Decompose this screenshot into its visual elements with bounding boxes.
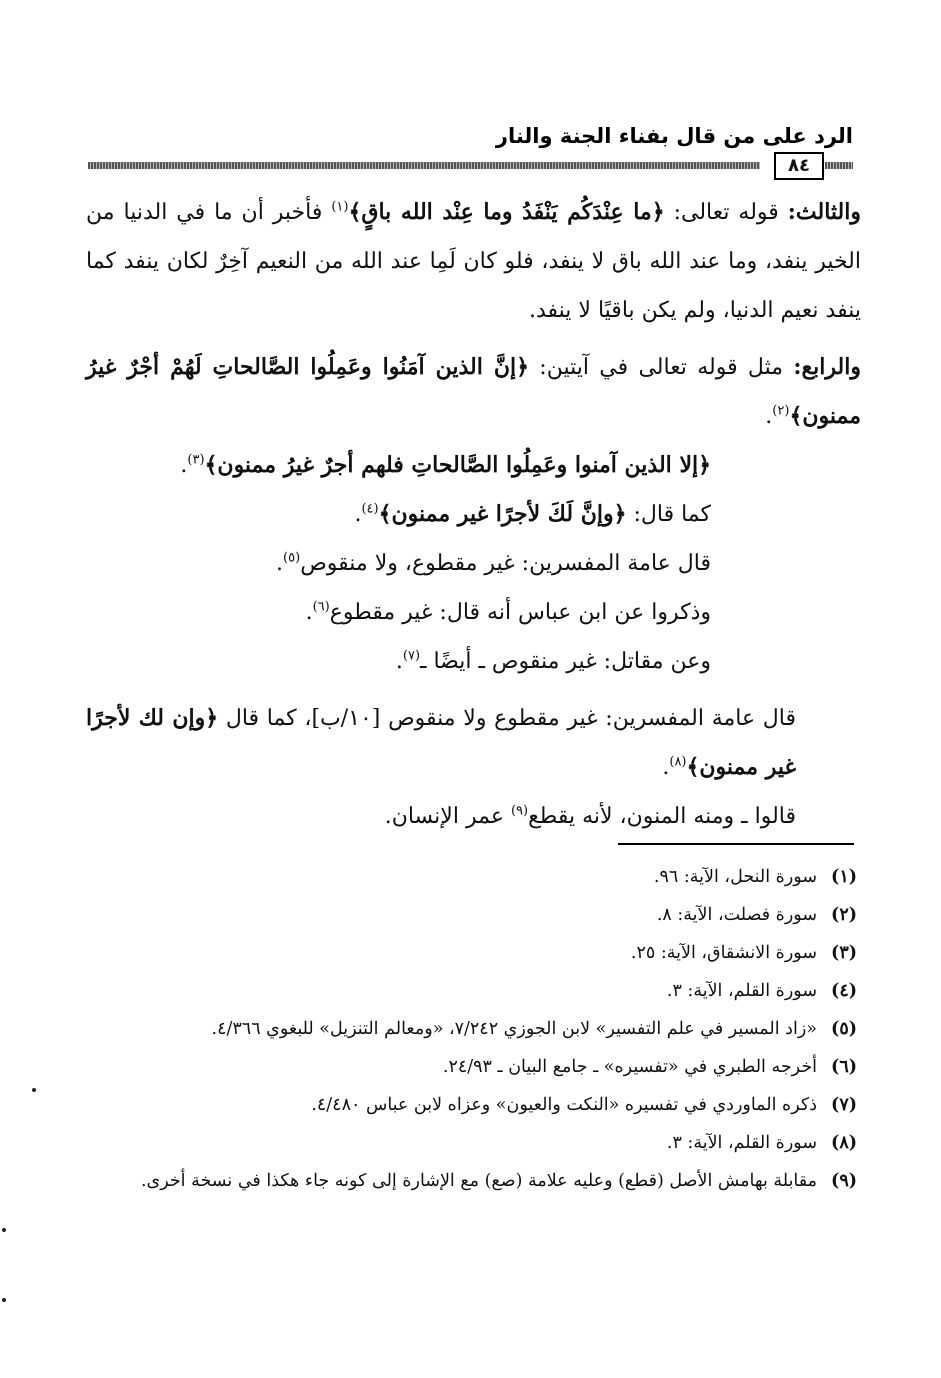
quran-verse: ﴿إنَّ الذين آمَنُوا وعَمِلُوا الصَّالحاتِ لَهُمْ أجْرٌ غيرُ ممنون﴾ — [86, 354, 861, 429]
footnote-ref: (٥) — [283, 550, 301, 566]
footnote-ref: (٣) — [187, 452, 205, 468]
paragraph-text: قوله تعالى: — [664, 200, 788, 225]
footnote-number: (٨) — [831, 1133, 857, 1153]
paragraph-text: . — [765, 404, 773, 429]
paragraph-text: مثل قوله تعالى في آيتين: — [529, 355, 794, 380]
footnote-number: (٦) — [831, 1057, 857, 1077]
footnote — [97, 1124, 857, 1162]
footnote-ref: (٢) — [772, 403, 790, 419]
scan-speck — [32, 1088, 36, 1092]
paragraph-text: عمر الإنسان. — [384, 804, 511, 829]
footnote — [97, 1048, 857, 1086]
paragraph-text: قالوا ـ ومنه المنون، لأنه يقطع — [528, 804, 796, 829]
footnote-number: (٥) — [831, 1019, 857, 1039]
footnote-text: أخرجه الطبري في «تفسيره» ـ جامع البيان ـ ٢٤/٩٣. — [442, 1057, 817, 1077]
header-rule-right — [825, 162, 853, 169]
paragraph — [86, 441, 861, 490]
footnote-ref: (٨) — [669, 754, 687, 770]
footnote — [97, 934, 857, 972]
quran-verse: ﴿وإن لك لأجرًا غير ممنون﴾ — [86, 705, 796, 780]
running-title: الرد على من قال بفناء الجنة والنار — [495, 124, 853, 148]
page-number: ٨٤ — [774, 152, 824, 180]
footnotes — [97, 858, 857, 1200]
paragraph-text: . — [180, 453, 188, 478]
footnote-number: (١) — [831, 867, 857, 887]
paragraph-text: قال عامة المفسرين: غير مقطوع، ولا منقوص — [300, 551, 711, 576]
footnote-text: سورة الانشقاق، الآية: ٢٥. — [630, 943, 817, 963]
footnote — [97, 1010, 857, 1048]
footnote-number: (٧) — [831, 1095, 857, 1115]
paragraph-text: وذكروا عن ابن عباس أنه قال: غير مقطوع — [329, 600, 711, 625]
paragraph-text: كما قال: — [626, 502, 711, 527]
paragraph — [86, 539, 861, 588]
footnote — [97, 972, 857, 1010]
footnote — [97, 858, 857, 896]
footnote — [97, 1162, 857, 1200]
footnote-ref: (٩) — [510, 803, 529, 819]
footnote-number: (٩) — [831, 1171, 857, 1191]
main-text — [86, 188, 861, 841]
paragraph — [86, 792, 861, 841]
footnote-ref: (٦) — [312, 599, 330, 615]
footnote — [97, 896, 857, 934]
footnote-text: سورة النحل، الآية: ٩٦. — [653, 867, 817, 887]
footnote-number: (٣) — [831, 943, 857, 963]
paragraph-text: وعن مقاتل: غير منقوص ـ أيضًا ـ — [420, 649, 711, 674]
footnote-ref: (٤) — [361, 501, 379, 517]
footnote-ref: (١) — [331, 199, 349, 215]
footnote — [97, 1086, 857, 1124]
paragraph — [86, 637, 861, 686]
footnote-divider — [618, 843, 854, 845]
paragraph-text: . — [395, 649, 403, 674]
footnote-text: سورة فصلت، الآية: ٨. — [656, 905, 817, 925]
paragraph-text: فأخبر أن ما في الدنيا من الخير ينفد، وما عند الله باق لا ينفد، فلو كان لَمِا عند الله من النعيم آخِرٌ لكان ينفد كما ينفد نعيم الدنيا، ولم يكن باقيًا لا ينفد. — [86, 200, 861, 323]
footnote-number: (٤) — [831, 981, 857, 1001]
scan-speck — [2, 1298, 6, 1302]
paragraph — [86, 188, 861, 335]
paragraph-text: . — [662, 755, 670, 780]
paragraph — [86, 343, 861, 441]
paragraph — [86, 694, 861, 792]
paragraph — [86, 588, 861, 637]
scan-speck — [2, 1228, 6, 1232]
paragraph-label: والرابع: — [793, 354, 861, 380]
footnote-text: سورة القلم، الآية: ٣. — [666, 981, 817, 1001]
quran-verse: ﴿إلا الذين آمنوا وعَمِلُوا الصَّالحاتِ فلهم أجرٌ غيرُ ممنون﴾ — [204, 452, 711, 478]
paragraph-label: والثالث: — [787, 199, 861, 225]
paragraph — [86, 490, 861, 539]
footnote-text: سورة القلم، الآية: ٣. — [666, 1133, 817, 1153]
footnote-ref: (٧) — [402, 648, 421, 664]
paragraph-text: . — [276, 551, 284, 576]
quran-verse: ﴿ما عِنْدَكُم يَنْفَدُ وما عِنْد الله باقٍ﴾ — [348, 199, 665, 225]
paragraph-text: قال عامة المفسرين: غير مقطوع ولا منقوص [١٠/ب]، كما قال — [218, 706, 796, 731]
header-rule-left — [88, 162, 760, 169]
footnote-text: «زاد المسير في علم التفسير» لابن الجوزي ٧/٢٤٢، «ومعالم التنزيل» للبغوي ٤/٣٦٦. — [211, 1019, 817, 1039]
paragraph-text: . — [354, 502, 362, 527]
paragraph-text: . — [305, 600, 313, 625]
footnote-text: مقابلة بهامش الأصل (قطع) وعليه علامة (صع) مع الإشارة إلى كونه جاء هكذا في نسخة أخرى. — [140, 1171, 817, 1191]
quran-verse: ﴿وإنَّ لَكَ لأجرًا غير ممنون﴾ — [378, 501, 627, 527]
footnote-number: (٢) — [831, 905, 857, 925]
header-rule — [88, 152, 853, 178]
footnote-text: ذكره الماوردي في تفسيره «النكت والعيون» وعزاه لابن عباس ٤/٤٨٠. — [311, 1095, 817, 1115]
